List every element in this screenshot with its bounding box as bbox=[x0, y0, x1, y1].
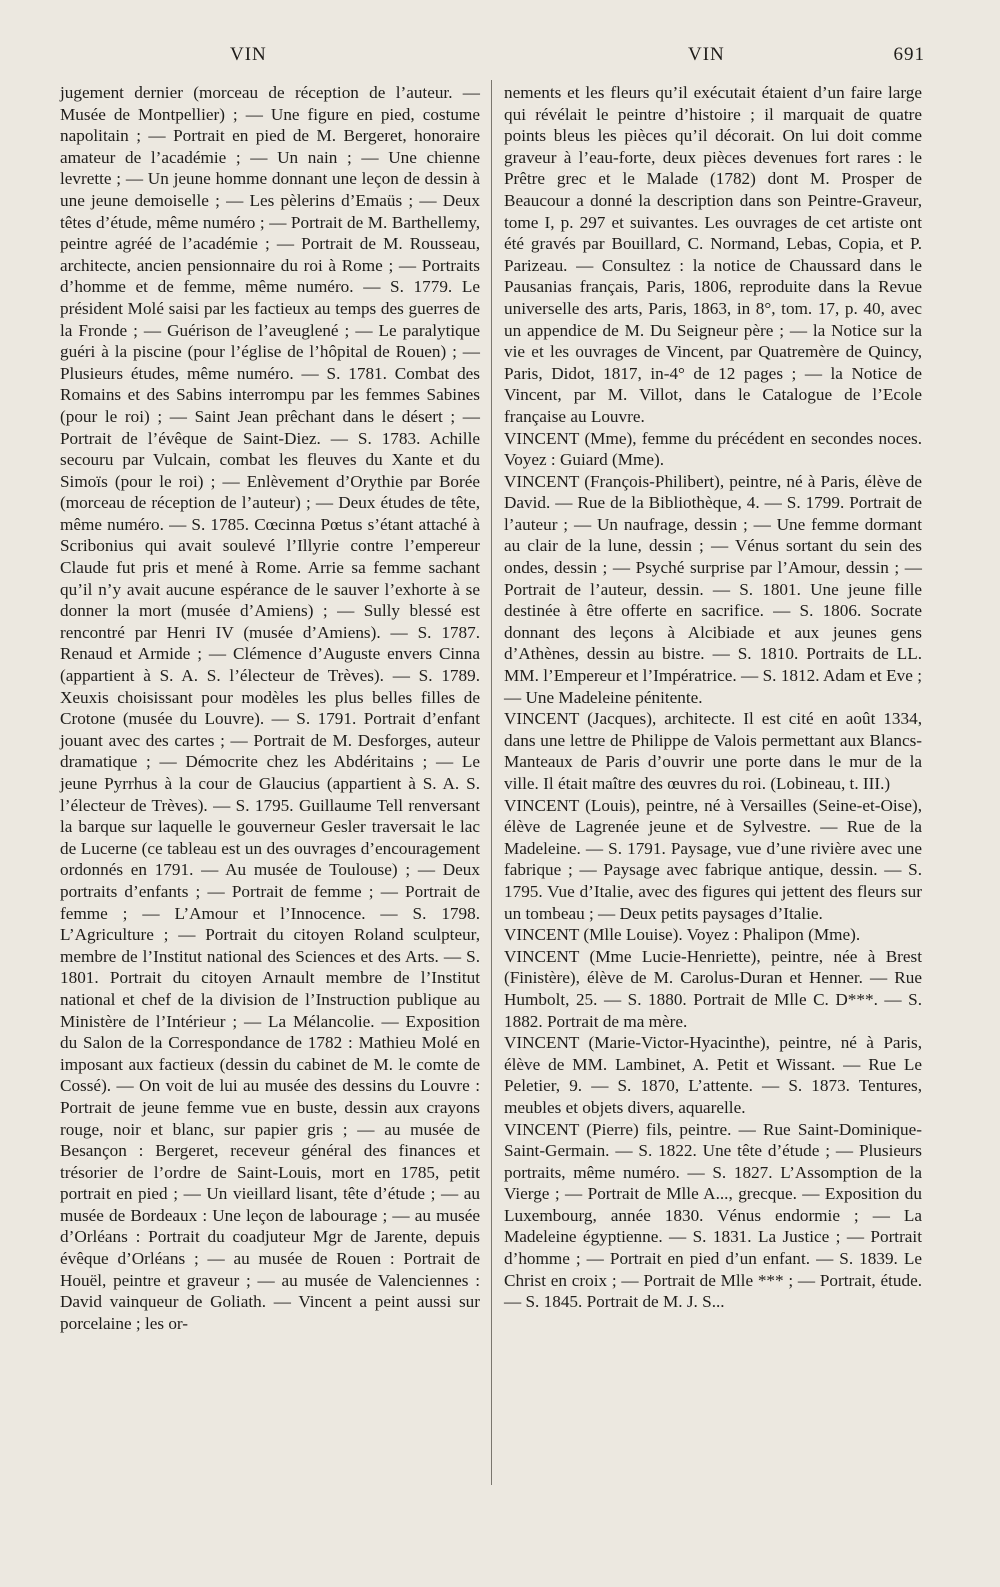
entry-vincent-jacques: VINCENT (Jacques), architecte. Il est cité en août 1334, dans une lettre de Philippe de Valois permettant aux Blancs-Manteaux de Paris d’ouvrir une porte dans le mur de la ville. Il était maître des œuvres du roi. (Lobineau, t. III.) bbox=[504, 709, 922, 793]
right-column bbox=[504, 82, 922, 1313]
running-head-center: VIN bbox=[688, 44, 725, 65]
page-number: 691 bbox=[893, 44, 925, 65]
running-head-left: VIN bbox=[230, 44, 267, 65]
left-column bbox=[60, 82, 480, 1334]
column-divider bbox=[491, 80, 492, 1485]
entry-vincent-marie-victor-hyacinthe: VINCENT (Marie-Victor-Hyacinthe), peintre, né à Paris, élève de MM. Lambinet, A. Petit et Wissant. — Rue Le Peletier, 9. — S. 1870, L’attente. — S. 1873. Tentures, meubles et objets divers, aquarelle. bbox=[504, 1033, 922, 1117]
entry-continuation: nements et les fleurs qu’il exécutait étaient d’un faire large qui révélait le peintre d’histoire ; il marquait de quatre points bleus les pièces qu’il décorait. On lui doit comme graveur à l’eau-forte, deux pièces devenues fort rares : le Prêtre grec et le Malade (1782) dont M. Prosper de Beaucour a donné la description dans son Peintre-Graveur, tome I, p. 297 et suivantes. Les ouvrages de cet artiste ont été gravés par Bouillard, C. Normand, Lebas, Copia, et P. Parizeau. — Consultez : la notice de Chaussard dans le Pausanias français, Paris, 1806, reproduite dans la Revue universelle des arts, Paris, 1863, in 8°, tom. 17, p. 40, avec un appendice de M. Du Seigneur père ; — la Notice sur la vie et les ouvrages de Vincent, par Quatremère de Quincy, Paris, Didot, 1817, in-4° de 12 pages ; — la Notice de Vincent, par M. Villot, dans le Catalogue de l’Ecole française au Louvre. bbox=[504, 83, 922, 426]
entry-vincent-francois-philibert: VINCENT (François-Philibert), peintre, né à Paris, élève de David. — Rue de la Bibliothèque, 4. — S. 1799. Portrait de l’auteur ; — Un naufrage, dessin ; — Une femme dormant au clair de la lune, dessin ; — Vénus sortant du sein des ondes, dessin ; — Psyché surprise par l’Amour, dessin ; — Portrait de l’auteur, dessin. — S. 1801. Une jeune fille destinée à être offerte en sacrifice. — S. 1806. Socrate donnant des leçons à Alcibiade et aux jeunes gens d’Athènes, dessin au bistre. — S. 1810. Portraits de LL. MM. l’Empereur et l’Impératrice. — S. 1812. Adam et Eve ; — Une Madeleine pénitente. bbox=[504, 471, 922, 707]
left-column-text: jugement dernier (morceau de réception de l’auteur. — Musée de Montpellier) ; — Une figure en pied, costume napolitain ; — Portrait en pied de M. Bergeret, honoraire amateur de l’académie ; — Un nain ; — Une chienne levrette ; — Un jeune homme donnant une leçon de dessin à une jeune demoiselle ; — Les pèlerins d’Emaüs ; — Deux têtes d’étude, même numéro ; — Portrait de M. Barthellemy, peintre agréé de l’académie ; — Portrait de M. Rousseau, architecte, ancien pensionnaire du roi à Rome ; — Portraits d’homme et de femme, même numéro. — S. 1779. Le président Molé saisi par les factieux au temps des guerres de la Fronde ; — Guérison de l’aveuglené ; — Le paralytique guéri à la piscine (pour l’église de l’hôpital de Rouen) ; — Plusieurs études, même numéro. — S. 1781. Combat des Romains et des Sabins interrompu par les femmes Sabines (pour le roi) ; — Saint Jean prêchant dans le désert ; — Portrait de l’évêque de Saint-Diez. — S. 1783. Achille secouru par Vulcain, combat les fleuves du Xante et du Simoïs (pour le roi) ; — Enlèvement d’Orythie par Borée (morceau de réception de l’auteur) ; — Deux études de tête, même numéro. — S. 1785. Cœcinna Pœtus s’étant attaché à Scribonius qui avait soulevé l’Illyrie contre l’empereur Claude fut pris et mené à Rome. Arrie sa femme sachant qu’il n’y avait aucune espérance de le sauver l’exhorte à se donner la mort (musée d’Amiens) ; — Sully blessé est rencontré par Henri IV (musée d’Amiens). — S. 1787. Renaud et Armide ; — Clémence d’Auguste envers Cinna (appartient à S. A. S. l’électeur de Trèves). — S. 1789. Xeuxis choisissant pour modèles les plus belles filles de Crotone (musée du Louvre). — S. 1791. Portrait d’enfant jouant avec des cartes ; — Portrait de M. Desforges, auteur dramatique ; — Démocrite chez les Abdéritains ; — Le jeune Pyrrhus à la cour de Glaucius (appartient à S. A. S. l’électeur de Trèves). — S. 1795. Guillaume Tell renversant la barque sur laquelle le gouverneur Gesler traversait le lac de Lucerne (ce tableau est un des ouvrages d’encouragement ordonnés en 1791. — Au musée de Toulouse) ; — Deux portraits d’enfants ; — Portrait de femme ; — Portrait de femme ; — L’Amour et l’Innocence. — S. 1798. L’Agriculture ; — Portrait du citoyen Roland sculpteur, membre de l’Institut national des Sciences et des Arts. — S. 1801. Portrait du citoyen Arnault membre de l’Institut national et chef de la division de l’Instruction publique au Ministère de l’Intérieur ; — La Mélancolie. — Exposition du Salon de la Correspondance de 1782 : Mathieu Molé en imposant aux factieux (dessin du cabinet de M. le comte de Cossé). — On voit de lui au musée des dessins du Louvre : Portrait de jeune femme vue en buste, dessin aux crayons rouge, noir et blanc, sur papier gris ; — au musée de Besançon : Bergeret, receveur général des finances et trésorier de l’ordre de Saint-Louis, mort en 1785, petit portrait en pied ; — Un vieillard lisant, tête d’étude ; — au musée de Bordeaux : Une leçon de labourage ; — au musée d’Orléans : Portrait du coadjuteur Mgr de Jarente, depuis évêque d’Orléans ; — au musée de Rouen : Portrait de Houël, peintre et graveur ; — au musée de Valenciennes : David vainqueur de Goliath. — Vincent a peint aussi sur porcelaine ; les or- bbox=[60, 83, 480, 1333]
entry-vincent-mlle-louise: VINCENT (Mlle Louise). Voyez : Phalipon (Mme). bbox=[504, 925, 861, 945]
entry-vincent-louis: VINCENT (Louis), peintre, né à Versailles (Seine-et-Oise), élève de Lagrenée jeune et de Sylvestre. — Rue de la Madeleine. — S. 1791. Paysage, vue d’une rivière avec une fabrique ; — Paysage avec fabrique antique, dessin. — S. 1795. Vue d’Italie, avec des figures qui jettent des fleurs sur un tombeau ; — Deux petits paysages d’Italie. bbox=[504, 795, 922, 923]
entry-vincent-mme: VINCENT (Mme), femme du précédent en secondes noces. Voyez : Guiard (Mme). bbox=[504, 428, 922, 470]
entry-vincent-lucie-henriette: VINCENT (Mme Lucie-Henriette), peintre, née à Brest (Finistère), élève de M. Carolus-Duran et Henner. — Rue Humbolt, 25. — S. 1880. Portrait de Mlle C. D***. — S. 1882. Portrait de ma mère. bbox=[504, 946, 922, 1031]
entry-vincent-pierre: VINCENT (Pierre) fils, peintre. — Rue Saint-Dominique-Saint-Germain. — S. 1822. Une tête d’étude ; — Plusieurs portraits, même numéro. — S. 1827. L’Assomption de la Vierge ; — Portrait de Mlle A..., grecque. — Exposition du Luxembourg, année 1830. Vénus endormie ; — La Madeleine égyptienne. — S. 1831. La Justice ; — Portrait d’homme ; — Portrait en pied d’un enfant. — S. 1839. Le Christ en croix ; — Portrait de Mlle *** ; — Portrait, étude. — S. 1845. Portrait de M. J. S... bbox=[504, 1119, 922, 1312]
